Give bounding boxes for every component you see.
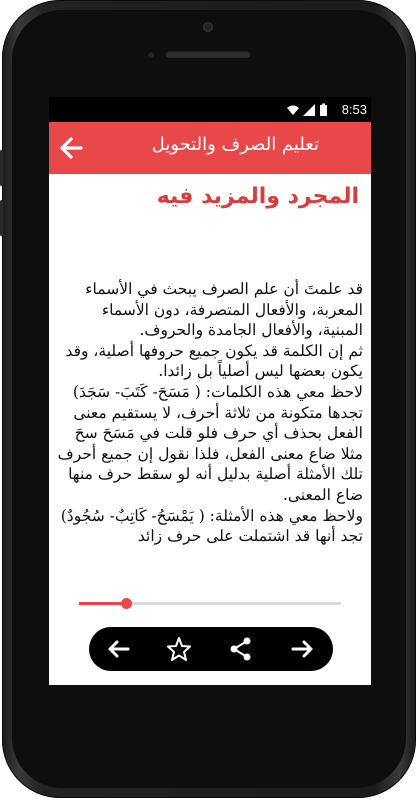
app-bar [49, 122, 371, 174]
next-arrow-icon[interactable] [287, 634, 317, 664]
paragraph: ولاحظ معي هذه الأمثلة: ( يَمْسَحُ- كَاتِبٌ- سُجُودٌ) تجد أنها قد اشتملت على حرف زائد [60, 506, 363, 546]
page-heading: المجرد والمزيد فيه [156, 184, 359, 209]
status-time: 8:53 [341, 102, 367, 117]
volume-button [0, 200, 3, 236]
signal-icon [303, 104, 315, 116]
seek-bar[interactable] [79, 602, 341, 605]
lesson-content[interactable] [49, 279, 371, 585]
earpiece-speaker [165, 50, 251, 58]
volume-button [0, 150, 3, 186]
battery-icon [320, 105, 327, 116]
seek-bar-thumb[interactable] [121, 598, 132, 609]
app-title: تعليم الصرف والتحويل [151, 134, 319, 155]
control-bar [89, 627, 333, 671]
front-camera [203, 22, 213, 32]
paragraph: لاحظ معي هذه الكلمات: ( مَسَحَ- كَتَبَ- سَجَدَ) تجدها متكونة من ثلاثة أحرف، لا يستقيم معنى الفعل بحذف أي حرف فلو قلت في مَسَحَ سحَ مثلا ضاع معنى الفعل، فلذا نقول إن جميع أحرف تلك الأمثلة أصلية بدليل أنه لو سقط حرف منها ضاع المعنى. [57, 382, 363, 504]
status-bar [49, 97, 371, 122]
lesson-text [49, 279, 371, 547]
paragraph: قد علمتَ أن علم الصرف يبحث في الأسماء المعربة، والأفعال المتصرفة، دون الأسماء المبنية، والأفعال الجامدة والحروف. [85, 280, 363, 340]
seek-bar-progress [79, 602, 126, 605]
status-icons [285, 103, 331, 117]
paragraph: ثم إن الكلمة قد يكون جميع حروفها أصلية، وقد يكون بعضها ليس أصلياً بل زائدا. [65, 341, 363, 381]
back-arrow-icon[interactable] [55, 132, 89, 164]
wifi-icon [287, 106, 299, 116]
proximity-sensor [148, 52, 154, 58]
previous-arrow-icon[interactable] [104, 634, 134, 664]
star-icon[interactable] [164, 634, 194, 664]
share-icon[interactable] [226, 634, 256, 664]
screen [49, 97, 371, 685]
